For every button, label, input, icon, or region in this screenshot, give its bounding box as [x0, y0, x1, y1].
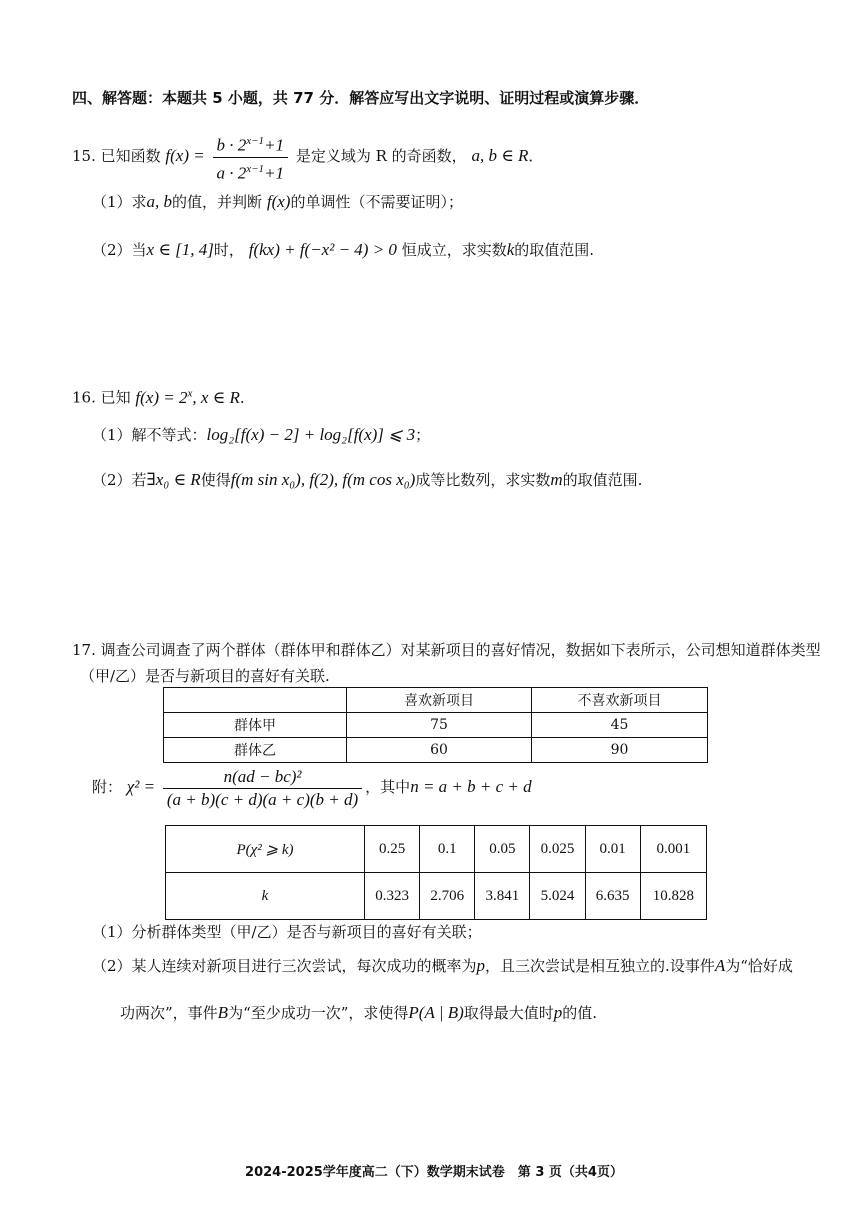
- section-header: 四、解答题：本题共 5 小题，共 77 分．解答应写出文字说明、证明过程或演算步骤．: [72, 89, 650, 107]
- q15-suffix: 是定义域为 R 的奇函数，: [295, 147, 467, 166]
- table-row: 喜欢新项目 不喜欢新项目: [164, 688, 708, 713]
- survey-table: [163, 687, 708, 763]
- q17-part1: （1）分析群体类型（甲/乙）是否与新项目的喜好有关联；: [92, 923, 482, 941]
- q15-stem: 15. 已知函数 f(x) = $\frac{b \cdot 2^{x-1}+1}{a \cdot 2^{x-1}+1}$ 是定义域为 R 的奇函数， a, b ∈ R．: [72, 130, 543, 184]
- q15-part1: （1）求a, b的值，并判断 f(x)的单调性（不需要证明）；: [92, 192, 463, 211]
- q15-fraction: $\frac{b \cdot 2^{x-1}+1}{a \cdot 2^{x-1}+1}$: [213, 130, 289, 184]
- q16-part2: （2）若∃x₀ ∈ R使得f(m sin x₀), f(2), f(m cos x₀)成等比数列，求实数m的取值范围.: [92, 470, 643, 489]
- critical-value-table: [165, 825, 707, 920]
- table-row: 群体乙 60 90: [164, 738, 708, 763]
- q16-part1: （1）解不等式：log₂[f(x) − 2] + log₂[f(x)] ⩽ 3；: [92, 425, 431, 444]
- q15-fx: f(x) =: [165, 146, 205, 166]
- chi-square-formula: 附： χ² = $\frac{\text{n(ad − bc)²}}{(a + b)(c + d)(a + c)(b + d)}$ ，其中n = a + b + c + d: [92, 766, 532, 809]
- q15-part2: （2）当x ∈ [1, 4]时， f(kx) + f(−x² − 4) > 0 恒成立，求实数k的取值范围.: [92, 240, 595, 259]
- q17-line2: （甲/乙）是否与新项目的喜好有关联.: [80, 667, 330, 685]
- table-row: k 0.323 2.706 3.841 5.024 6.635 10.828: [166, 873, 707, 920]
- table-row: 群体甲 75 45: [164, 713, 708, 738]
- q15-prefix: 15. 已知函数: [72, 147, 161, 166]
- q15-cond: a, b ∈ R: [471, 146, 529, 166]
- q17-line1: 17. 调查公司调查了两个群体（群体甲和群体乙）对某新项目的喜好情况，数据如下表所示，公司想知道群体类型: [72, 641, 821, 659]
- q17-part2-line1: （2）某人连续对新项目进行三次尝试，每次成功的概率为p，且三次尝试是相互独立的.设事件A为“恰好成: [92, 956, 793, 975]
- q16-stem: 16. 已知 $f(x) = 2^x$, x ∈ R．: [72, 387, 255, 407]
- q17-part2-line2: 功两次”，事件B为“至少成功一次”，求使得P(A | B)取得最大值时p的值.: [120, 1003, 598, 1022]
- table-row: P(χ² ⩾ k) 0.25 0.1 0.05 0.025 0.01 0.001: [166, 826, 707, 873]
- page-footer: 2024-2025学年度高二（下）数学期末试卷 第 3 页（共4页）: [245, 1165, 623, 1180]
